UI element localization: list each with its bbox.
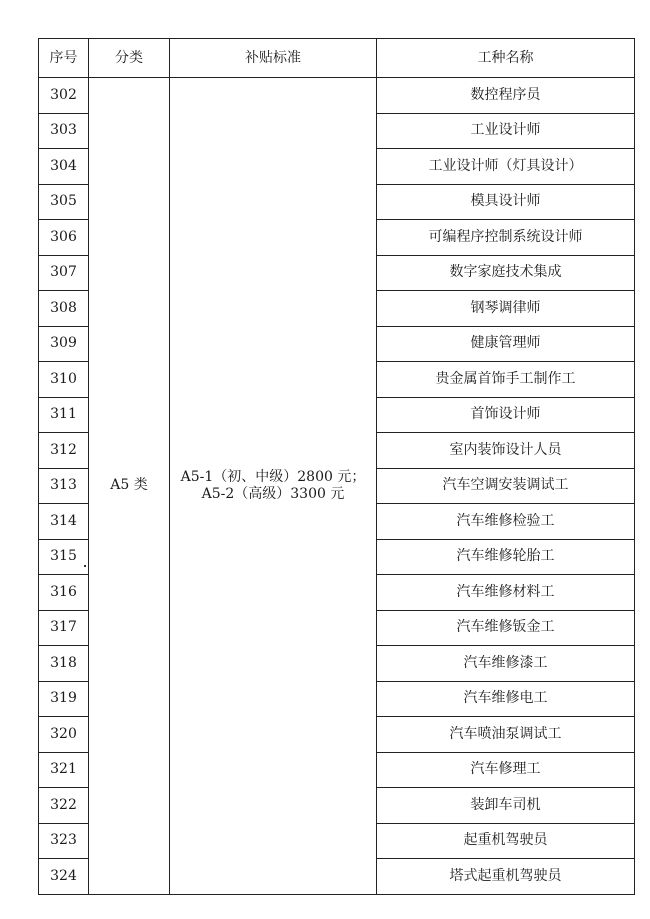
header-job: 工种名称 <box>377 39 635 78</box>
row-seq: 310 <box>39 362 89 398</box>
subsidy-table <box>38 38 635 895</box>
header-category: 分类 <box>89 39 170 78</box>
row-seq: 316 <box>39 575 89 611</box>
row-job-name: 汽车空调安装调试工 <box>377 468 635 504</box>
subsidy-line: A5-2（高级）3300 元 <box>201 485 345 502</box>
row-seq: 309 <box>39 326 89 362</box>
row-seq: 317 <box>39 610 89 646</box>
subsidy-standard-cell <box>170 78 377 895</box>
row-job-name: 装卸车司机 <box>377 788 635 824</box>
stray-dot <box>84 565 86 567</box>
category-cell: A5 类 <box>89 78 170 895</box>
row-job-name: 室内装饰设计人员 <box>377 433 635 469</box>
row-job-name: 健康管理师 <box>377 326 635 362</box>
header-seq: 序号 <box>39 39 89 78</box>
row-seq: 318 <box>39 646 89 682</box>
row-seq: 320 <box>39 717 89 753</box>
row-job-name: 塔式起重机驾驶员 <box>377 859 635 895</box>
row-job-name: 工业设计师 <box>377 113 635 149</box>
subsidy-line: A5-1（初、中级）2800 元； <box>180 468 366 485</box>
table-row <box>39 78 635 114</box>
row-job-name: 首饰设计师 <box>377 397 635 433</box>
row-job-name: 数字家庭技术集成 <box>377 255 635 291</box>
header-row <box>39 39 635 78</box>
row-seq: 314 <box>39 504 89 540</box>
row-seq: 319 <box>39 681 89 717</box>
row-job-name: 汽车维修钣金工 <box>377 610 635 646</box>
row-seq: 315 <box>39 539 89 575</box>
row-job-name: 起重机驾驶员 <box>377 823 635 859</box>
row-seq: 321 <box>39 752 89 788</box>
row-seq: 312 <box>39 433 89 469</box>
row-seq: 322 <box>39 788 89 824</box>
row-seq: 308 <box>39 291 89 327</box>
row-seq: 305 <box>39 184 89 220</box>
row-seq: 306 <box>39 220 89 256</box>
header-subsidy: 补贴标准 <box>170 39 377 78</box>
row-job-name: 汽车喷油泵调试工 <box>377 717 635 753</box>
row-job-name: 汽车修理工 <box>377 752 635 788</box>
row-seq: 323 <box>39 823 89 859</box>
row-seq: 313 <box>39 468 89 504</box>
row-seq: 307 <box>39 255 89 291</box>
row-job-name: 可编程序控制系统设计师 <box>377 220 635 256</box>
row-seq: 324 <box>39 859 89 895</box>
row-job-name: 贵金属首饰手工制作工 <box>377 362 635 398</box>
row-seq: 304 <box>39 149 89 185</box>
row-job-name: 汽车维修电工 <box>377 681 635 717</box>
row-job-name: 工业设计师（灯具设计） <box>377 149 635 185</box>
row-seq: 311 <box>39 397 89 433</box>
row-job-name: 数控程序员 <box>377 78 635 114</box>
row-job-name: 汽车维修检验工 <box>377 504 635 540</box>
row-job-name: 钢琴调律师 <box>377 291 635 327</box>
row-job-name: 汽车维修材料工 <box>377 575 635 611</box>
row-seq: 303 <box>39 113 89 149</box>
row-job-name: 模具设计师 <box>377 184 635 220</box>
row-job-name: 汽车维修漆工 <box>377 646 635 682</box>
row-seq: 302 <box>39 78 89 114</box>
row-job-name: 汽车维修轮胎工 <box>377 539 635 575</box>
